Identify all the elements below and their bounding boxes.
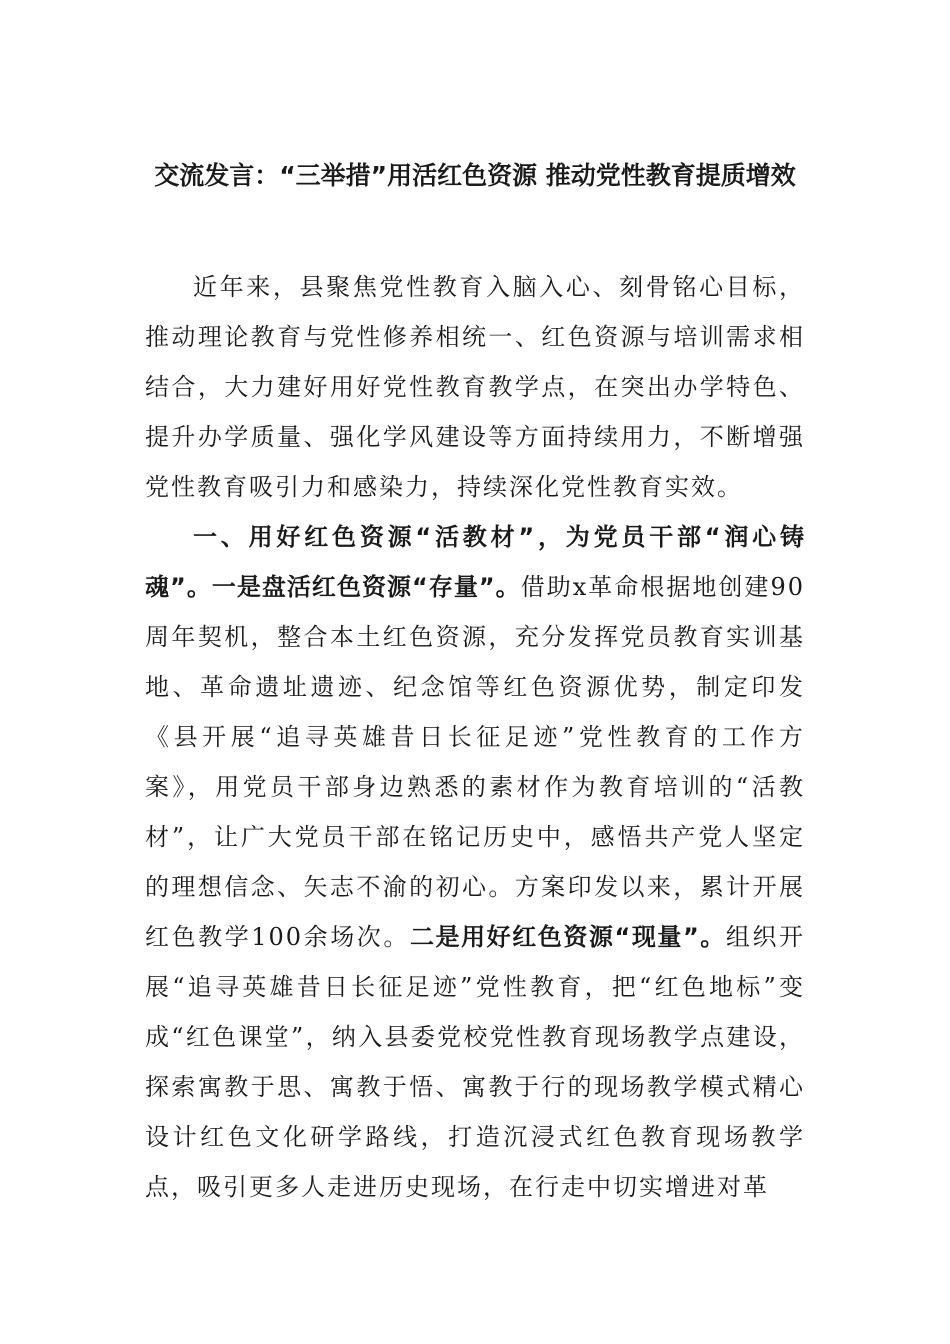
subpoint-text: 借助x革命根据地创建90周年契机，整合本土红色资源，充分发挥党员教育实训基地、革命遗址遗迹、纪念馆等红色资源优势，制定印发《县开展“追寻英雄昔日长征足迹”党性教育的工作方案》，用党员干部身边熟悉的素材作为教育培训的“活教材”，让广大党员干部在铭记历史中，感悟共产党人坚定的理想信念、矢志不渝的初心。方案印发以来，累计开展红色教学100余场次。	[145, 573, 805, 951]
section-heading: 一、用好红色资源“活教材”，为党员干部“润心铸魂”。	[145, 523, 805, 601]
subpoint-heading: 一是盘活红色资源“存量”。	[211, 573, 521, 601]
intro-paragraph: 近年来，县聚焦党性教育入脑入心、刻骨铭心目标，推动理论教育与党性修养相统一、红色资源与培训需求相结合，大力建好用好党性教育教学点，在突出办学特色、提升办学质量、强化学风建设等方面持续用力，不断增强党性教育吸引力和感染力，持续深化党性教育实效。	[145, 273, 805, 501]
subpoint-heading: 二是用好红色资源“现量”。	[409, 923, 726, 951]
subpoint-text: 组织开展“追寻英雄昔日长征足迹”党性教育，把“红色地标”变成“红色课堂”，纳入县委党校党性教育现场教学点建设，探索寓教于思、寓教于悟、寓教于行的现场教学模式精心设计红色文化研学路线，打造沉浸式红色教育现场教学点，吸引更多人走进历史现场，在行走中切实增进对革	[145, 923, 806, 1201]
document-body	[145, 262, 805, 1212]
document-title: 交流发言：“三举措”用活红色资源 推动党性教育提质增效	[154, 161, 796, 190]
section-one-paragraph	[145, 512, 805, 1212]
